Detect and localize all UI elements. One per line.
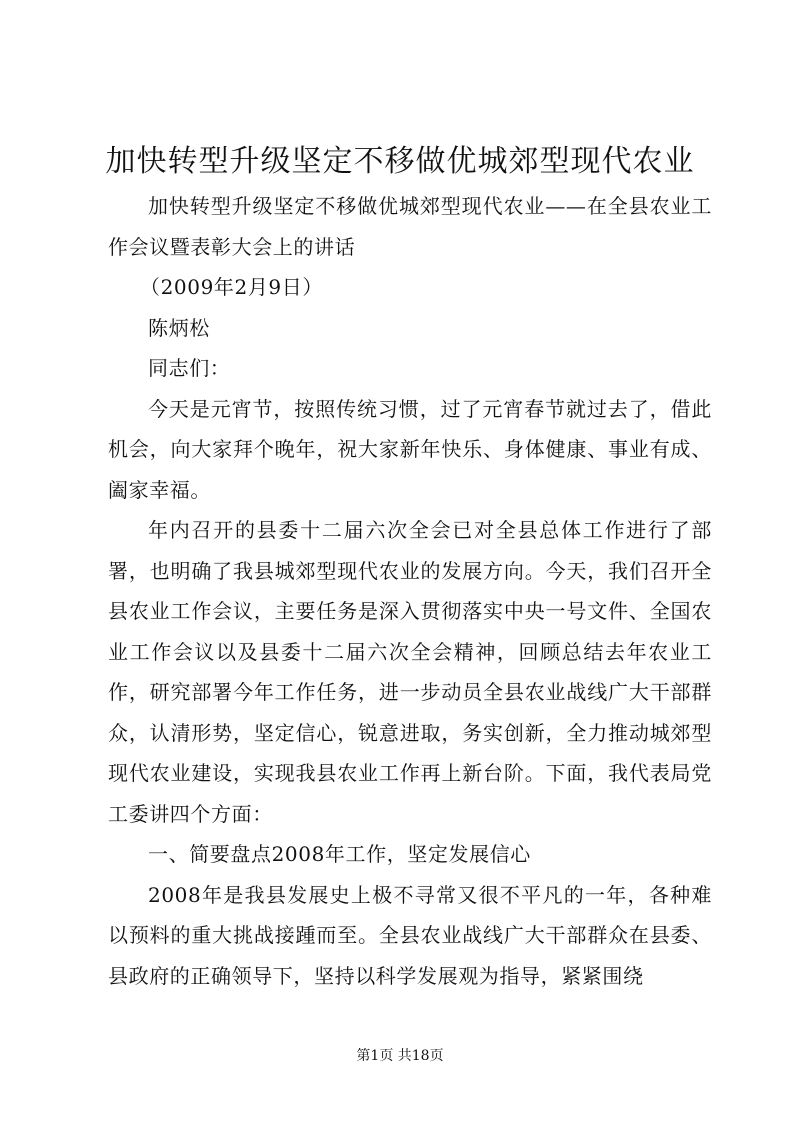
- speech-subtitle: 加快转型升级坚定不移做优城郊型现代农业——在全县农业工作会议暨表彰大会上的讲话: [108, 194, 712, 259]
- section-paragraph: 2008年是我县发展史上极不寻常又很不平凡的一年，各种难以预料的重大挑战接踵而至。全县农业战线广大干部群众在县委、县政府的正确领导下，坚持以科学发展观为指导，紧紧围绕: [108, 882, 712, 988]
- body-paragraph-2: 年内召开的县委十二届六次全会已对全县总体工作进行了部署，也明确了我县城郊型现代农业的发展方向。今天，我们召开全县农业工作会议，主要任务是深入贯彻落实中央一号文件、全国农业工作会议以及县委十二届六次全会精神，回顾总结去年农业工作，研究部署今年工作任务，进一步动员全县农业战线广大干部群众，认清形势，坚定信心，锐意进取，务实创新，全力推动城郊型现代农业建设，实现我县农业工作再上新台阶。下面，我代表局党工委讲四个方面：: [108, 518, 712, 826]
- speech-greeting: 同志们：: [148, 356, 231, 380]
- document-body: [108, 186, 712, 996]
- document-title: 加快转型升级坚定不移做优城郊型现代农业: [105, 144, 695, 179]
- speech-date: （2009年2月9日）: [140, 275, 323, 299]
- speech-author: 陈炳松: [148, 315, 210, 340]
- section-heading: 一、简要盘点2008年工作，坚定发展信心: [148, 842, 531, 866]
- body-paragraph-1: 今天是元宵节，按照传统习惯，过了元宵春节就过去了，借此机会，向大家拜个晚年，祝大家新年快乐、身体健康、事业有成、阖家幸福。: [108, 396, 712, 502]
- page-footer: 第1页 共18页: [356, 1048, 444, 1064]
